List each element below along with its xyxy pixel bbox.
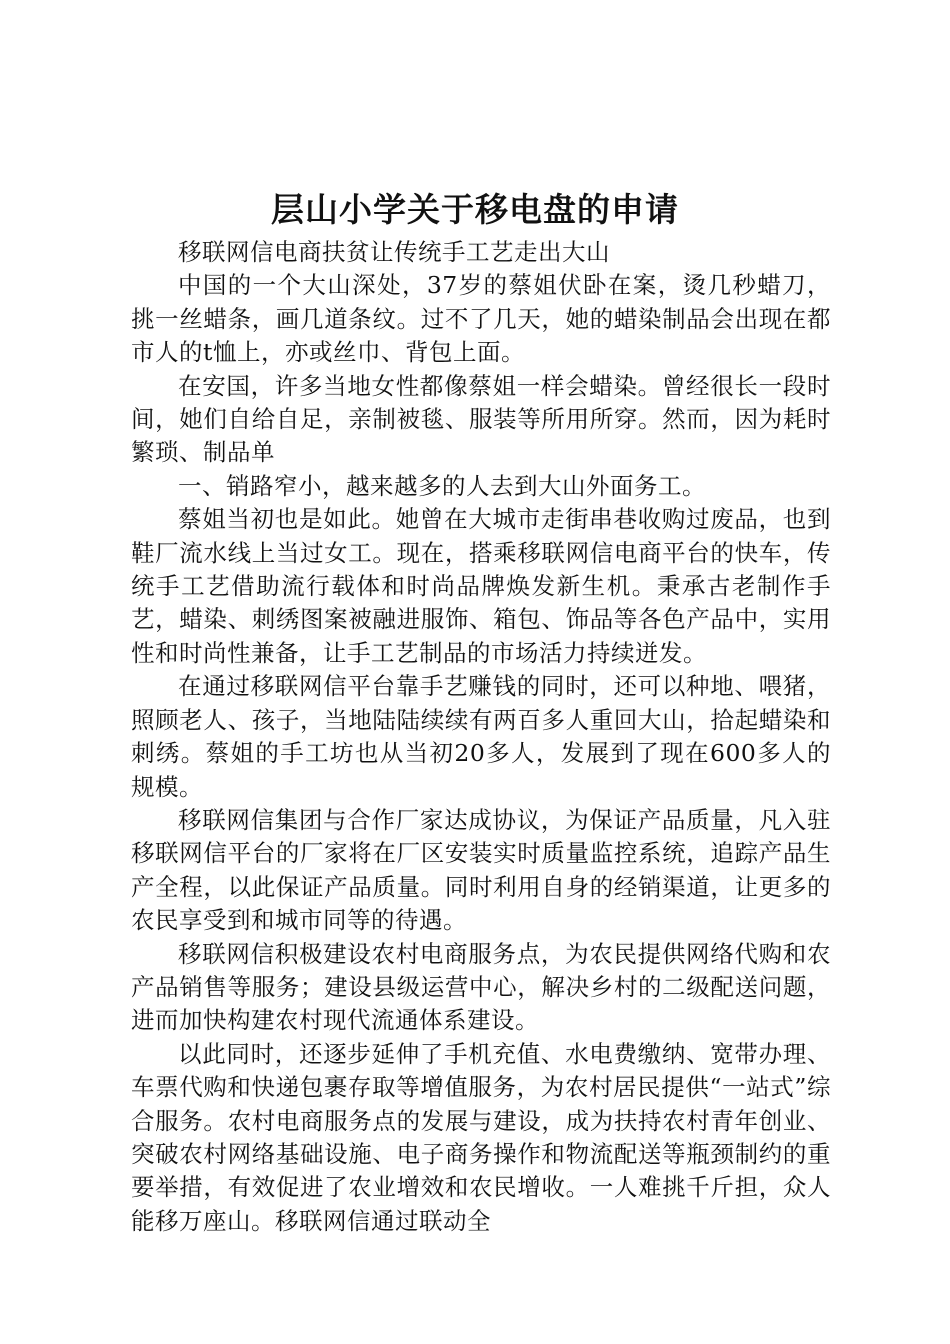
paragraph: 以此同时，还逐步延伸了手机充值、水电费缴纳、宽带办理、车票代购和快递包裹存取等增值服务，为农村居民提供“一站式”综合服务。农村电商服务点的发展与建设，成为扶持农村青年创业、突破农村网络基础设施、电子商务操作和物流配送等瓶颈制约的重要举措，有效促进了农业增效和农民增收。一人难挑千斤担，众人能移万座山。移联网信通过联动全 [131, 1039, 831, 1235]
paragraph: 移联网信积极建设农村电商服务点，为农民提供网络代购和农产品销售等服务；建设县级运营中心，解决乡村的二级配送问题，进而加快构建农村现代流通体系建设。 [131, 939, 831, 1035]
paragraph: 在安国，许多当地女性都像蔡姐一样会蜡染。曾经很长一段时间，她们自给自足，亲制被毯、服装等所用所穿。然而，因为耗时繁琐、制品单 [131, 371, 831, 467]
paragraph-subtitle: 移联网信电商扶贫让传统手工艺走出大山 [178, 238, 610, 266]
paragraph: 中国的一个大山深处，37岁的蔡姐伏卧在案，烫几秒蜡刀，挑一丝蜡条，画几道条纹。过不了几天，她的蜡染制品会出现在都市人的t恤上，亦或丝巾、背包上面。 [131, 271, 831, 367]
document-title: 层山小学关于移电盘的申请 [271, 190, 679, 229]
paragraph: 在通过移联网信平台靠手艺赚钱的同时，还可以种地、喂猪，照顾老人、孩子，当地陆陆续续有两百多人重回大山，拾起蜡染和刺绣。蔡姐的手工坊也从当初20多人，发展到了现在600多人的规模。 [131, 672, 831, 801]
paragraph: 移联网信集团与合作厂家达成协议，为保证产品质量，凡入驻移联网信平台的厂家将在厂区安装实时质量监控系统，追踪产品生产全程，以此保证产品质量。同时利用自身的经销渠道，让更多的农民享受到和城市同等的待遇。 [131, 805, 831, 935]
document-body [131, 236, 831, 1238]
paragraph: 一、销路窄小，越来越多的人去到大山外面务工。 [178, 471, 706, 500]
paragraph: 蔡姐当初也是如此。她曾在大城市走街串巷收购过废品，也到鞋厂流水线上当过女工。现在，搭乘移联网信电商平台的快车，传统手工艺借助流行载体和时尚品牌焕发新生机。秉承古老制作手艺，蜡染、刺绣图案被融进服饰、箱包、饰品等各色产品中，实用性和时尚性兼备，让手工艺制品的市场活力持续迸发。 [131, 505, 831, 667]
